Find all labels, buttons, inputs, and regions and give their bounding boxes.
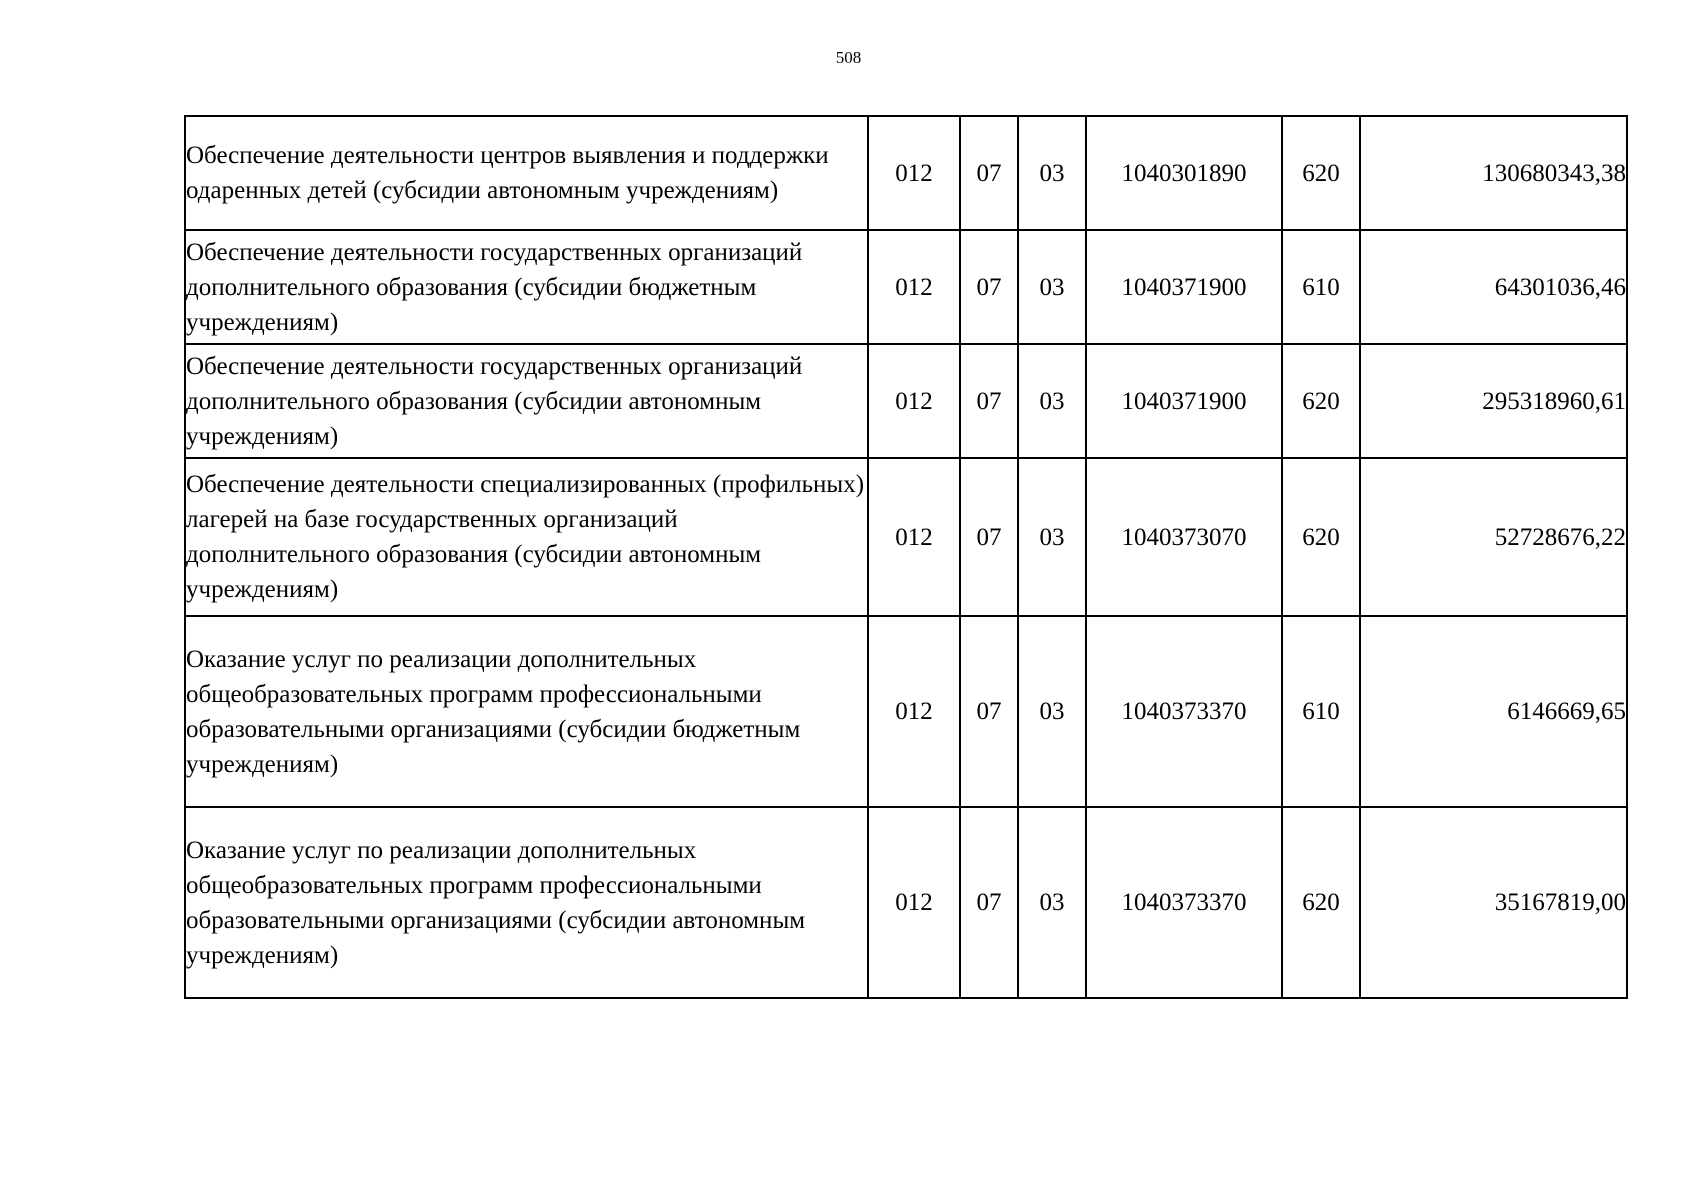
description-cell: Оказание услуг по реализации дополнительных общеобразовательных программ профессиональными образовательными организациями (субсидии автономным учреждениям): [185, 807, 868, 998]
description-cell: Обеспечение деятельности государственных организаций дополнительного образования (субсидии бюджетным учреждениям): [185, 230, 868, 344]
ministry-code-cell: 012: [868, 230, 960, 344]
subsection-code-cell: 03: [1018, 344, 1086, 458]
section-code-cell: 07: [960, 116, 1018, 230]
table-row: [185, 344, 1627, 458]
description-cell: Оказание услуг по реализации дополнительных общеобразовательных программ профессиональными образовательными организациями (субсидии бюджетным учреждениям): [185, 616, 868, 807]
section-code-cell: 07: [960, 344, 1018, 458]
target-article-cell: 1040373370: [1086, 616, 1282, 807]
subsection-code-cell: 03: [1018, 116, 1086, 230]
amount-cell: 64301036,46: [1360, 230, 1627, 344]
expense-type-cell: 620: [1282, 458, 1360, 616]
subsection-code-cell: 03: [1018, 807, 1086, 998]
expense-type-cell: 620: [1282, 344, 1360, 458]
ministry-code-cell: 012: [868, 458, 960, 616]
section-code-cell: 07: [960, 807, 1018, 998]
expense-type-cell: 610: [1282, 230, 1360, 344]
expense-type-cell: 610: [1282, 616, 1360, 807]
page-number: 508: [835, 48, 862, 67]
subsection-code-cell: 03: [1018, 230, 1086, 344]
ministry-code-cell: 012: [868, 807, 960, 998]
table-row: [185, 230, 1627, 344]
target-article-cell: 1040371900: [1086, 344, 1282, 458]
ministry-code-cell: 012: [868, 344, 960, 458]
amount-cell: 295318960,61: [1360, 344, 1627, 458]
subsection-code-cell: 03: [1018, 616, 1086, 807]
description-cell: Обеспечение деятельности государственных организаций дополнительного образования (субсидии автономным учреждениям): [185, 344, 868, 458]
section-code-cell: 07: [960, 458, 1018, 616]
table-row: [185, 616, 1627, 807]
target-article-cell: 1040301890: [1086, 116, 1282, 230]
amount-cell: 130680343,38: [1360, 116, 1627, 230]
amount-cell: 6146669,65: [1360, 616, 1627, 807]
budget-table: [184, 115, 1628, 999]
ministry-code-cell: 012: [868, 116, 960, 230]
subsection-code-cell: 03: [1018, 458, 1086, 616]
expense-type-cell: 620: [1282, 807, 1360, 998]
section-code-cell: 07: [960, 230, 1018, 344]
amount-cell: 35167819,00: [1360, 807, 1627, 998]
target-article-cell: 1040373070: [1086, 458, 1282, 616]
description-cell: Обеспечение деятельности центров выявления и поддержки одаренных детей (субсидии автономным учреждениям): [185, 116, 868, 230]
table-row: [185, 807, 1627, 998]
target-article-cell: 1040373370: [1086, 807, 1282, 998]
ministry-code-cell: 012: [868, 616, 960, 807]
section-code-cell: 07: [960, 616, 1018, 807]
table-row: [185, 116, 1627, 230]
table-row: [185, 458, 1627, 616]
description-cell: Обеспечение деятельности специализированных (профильных) лагерей на базе государственных организаций дополнительного образования (субсидии автономным учреждениям): [185, 458, 868, 616]
expense-type-cell: 620: [1282, 116, 1360, 230]
target-article-cell: 1040371900: [1086, 230, 1282, 344]
amount-cell: 52728676,22: [1360, 458, 1627, 616]
